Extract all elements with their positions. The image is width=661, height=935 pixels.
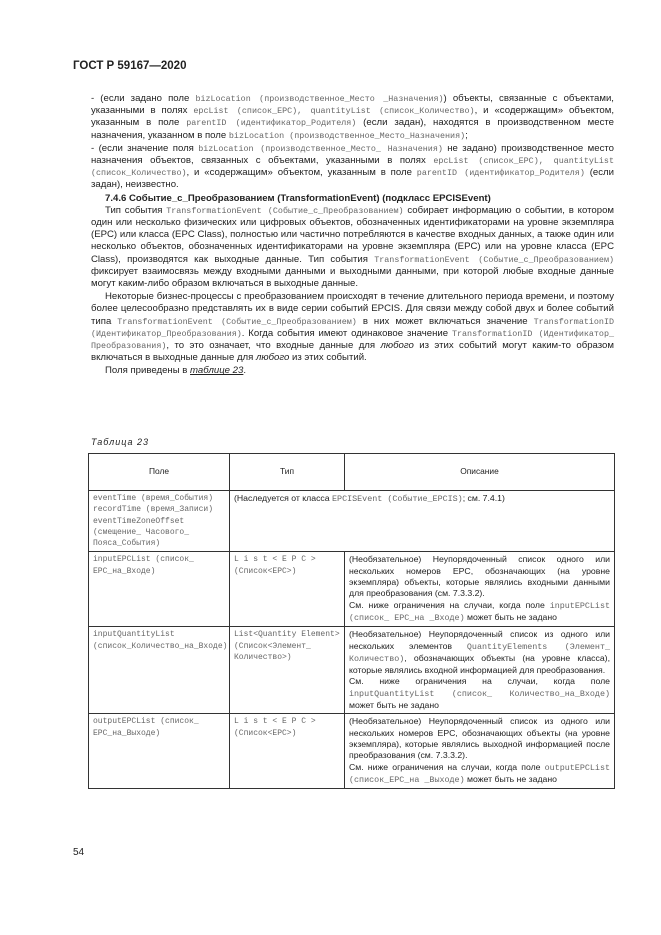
- text-run: Некоторые бизнес-процессы с преобразованием происходят в течение длительного периода времени, и поэтому более целесообразно представлять их в виде серии событий EPCIS. Для связи между собой двух и более событий типа: [91, 291, 614, 327]
- text-run: , и «содержащим» объектом, указанным в поле: [91, 105, 614, 129]
- code-run: TransformationID (Идентификатор_ Преобразования): [91, 328, 614, 352]
- code-run: EPCISEvent (Событие_EPCIS): [332, 494, 463, 504]
- table-row: [89, 714, 615, 789]
- description-cell: [345, 714, 615, 789]
- section-heading: 7.4.6 Событие_с_Преобразованием (TransformationEvent) (подкласс EPCISEvent): [105, 192, 491, 204]
- field-cell: eventTime (время_События) recordTime (время_Записи) eventTimeZoneOffset (смещение_ Часового_ Пояса_События): [89, 491, 230, 552]
- text-run: См. ниже ограничения на случаи, когда поле: [349, 676, 610, 687]
- code-run: TransformationID (Идентификатор_Преобразования): [91, 316, 615, 339]
- column-header-description: Описание: [345, 454, 615, 491]
- text-run: (если задан), неизвестно.: [91, 167, 615, 191]
- code-run: inputEPCList (список_ EPC_на _Входе): [349, 600, 610, 623]
- column-header-type: Тип: [230, 454, 345, 491]
- code-run: epcList (список_EPC), quantityList (список_Количество): [91, 156, 614, 179]
- paragraph: [91, 143, 614, 192]
- paragraph: [91, 291, 614, 364]
- table-reference-link[interactable]: таблице 23: [190, 365, 244, 377]
- standard-header: ГОСТ Р 59167—2020: [73, 60, 187, 72]
- text-run: - (если значение поля: [91, 142, 199, 154]
- emphasis-run: любого: [380, 340, 414, 352]
- text-run: - (если задано поле: [91, 93, 196, 104]
- code-run: inputQuantityList (список_ Количество_на_Входе): [349, 688, 610, 699]
- text-run: может быть не задано: [464, 611, 558, 622]
- fields-table: [88, 453, 615, 789]
- code-run: epcList (список_EPC), quantityList (список_Количество): [193, 106, 475, 117]
- text-run: Тип события: [105, 204, 167, 216]
- description-cell: [345, 627, 615, 714]
- text-run: (Необязательное) Неупорядоченный список из одного или нескольких элементов: [349, 629, 610, 651]
- code-run: bizLocation (производственное_Место_Назначения): [228, 130, 466, 141]
- field-cell: inputQuantityList (список_Количество_на_Входе): [89, 627, 230, 714]
- code-run: QuantityElements (Элемент_ Количество): [349, 641, 610, 664]
- text-run: См. ниже ограничения на случаи, когда поле: [349, 761, 545, 772]
- text-run: фиксирует взаимосвязь между входными данными и выходными данными, при которой любые входные данные могут каким-либо образом включаться в выходные данные.: [91, 265, 614, 290]
- code-run: parentID (идентификатор_Родителя): [416, 168, 585, 179]
- code-run: bizLocation (производственное_Место _Назначения): [195, 94, 444, 104]
- text-run: . Когда события имеют одинаковое значение: [241, 327, 452, 339]
- description-text: (Необязательное) Неупорядоченный список одного или нескольких номеров EPC, обозначающих (на уровне экземпляра) объекты, которые являлись входными данными для преобразования (см. 7.3.3.2).: [349, 554, 610, 599]
- column-header-field: Поле: [89, 454, 230, 491]
- description-cell: [345, 552, 615, 627]
- inherited-cell: [230, 491, 615, 552]
- text-run: (Наследуется от класса: [234, 493, 333, 503]
- emphasis-run: любого: [256, 352, 290, 364]
- code-run: TransformationEvent (Событие_с_Преобразованием): [117, 316, 357, 327]
- code-run: bizLocation (производственное_Место_ Назначения): [198, 143, 443, 154]
- text-run: собирает информацию о событии, в котором один или несколько физических или цифровых объектов, обозначенных идентификаторами на уровне экземпляра (EPC) или класса (EPC Class), полностью или частично потребляются в качестве входных данных, а также один или несколько объектов, обозначенных идентификаторами на уровне экземпляра (EPC) или на уровне класса (EPC Class), производятся как выходные данные. Тип события: [91, 204, 615, 265]
- text-run: , и «содержащим» объектом, указанным в поле: [186, 167, 417, 179]
- text-run: См. ниже ограничения на случаи, когда поле: [349, 599, 550, 610]
- body-text: [91, 93, 614, 379]
- paragraph: [91, 93, 614, 142]
- table-row: [89, 627, 615, 714]
- paragraph: [91, 205, 614, 290]
- text-run: не задано) производственное место назначения объектов, связанных с объектами, указанными в полях: [91, 142, 614, 167]
- text-run: из этих событий могут каким-то образом включаться в выходные данные для: [91, 340, 614, 364]
- text-run: .: [243, 365, 247, 377]
- code-run: outputEPCList (список_EPC_на _Выходе): [349, 762, 610, 785]
- table-row: [89, 552, 615, 627]
- code-run: TransformationEvent (Событие_с_Преобразованием): [166, 205, 404, 216]
- text-run: может быть не задано: [349, 700, 439, 711]
- table-header-row: [89, 454, 615, 491]
- table-caption: Таблица 23: [91, 437, 150, 447]
- description-text: (Необязательное) Неупорядоченный список из одного или нескольких номеров EPC, обозначающих объекты (на уровне экземпляра), которые являлись выходной информацией после преобразования (см. 7.3.3.2).: [349, 716, 610, 761]
- field-cell: inputEPCList (список_ EPC_на_Входе): [89, 552, 230, 627]
- page-number: 54: [73, 847, 85, 858]
- type-cell: L i s t < E P C > (Список<EPC>): [230, 552, 345, 627]
- text-run: (если задан), находятся в производственном месте назначения, указанном в поле: [91, 117, 614, 141]
- text-run: в них может включаться значение: [356, 315, 534, 327]
- constraint-note: [349, 676, 610, 711]
- constraint-note: [349, 600, 610, 625]
- type-cell: List<Quantity Element> (Список<Элемент_ Количество>): [230, 627, 345, 714]
- text-run: ; см. 7.4.1): [462, 493, 505, 503]
- description-text: [349, 629, 610, 676]
- text-run: , то это означает, что входные данные для: [166, 340, 381, 352]
- constraint-note: [349, 762, 610, 787]
- text-run: из этих событий.: [289, 352, 367, 364]
- table-row: [89, 491, 615, 552]
- text-run: ;: [465, 129, 468, 141]
- paragraph: [91, 365, 614, 377]
- code-run: TransformationEvent (Событие_с_Преобразованием): [374, 254, 615, 265]
- text-run: ) объекты, связанные с объектами, указанными в полях: [91, 93, 614, 117]
- text-run: может быть не задано: [464, 773, 558, 784]
- code-run: parentID (идентификатор_Родителя): [186, 118, 357, 129]
- text-run: , обозначающих объекты (на уровне класса), которые являлись входной информацией для преобразования.: [349, 652, 610, 676]
- type-cell: L i s t < E P C > (Список<EPC>): [230, 714, 345, 789]
- text-run: Поля приведены в: [105, 365, 191, 377]
- field-cell: outputEPCList (список_ EPC_на_Выходе): [89, 714, 230, 789]
